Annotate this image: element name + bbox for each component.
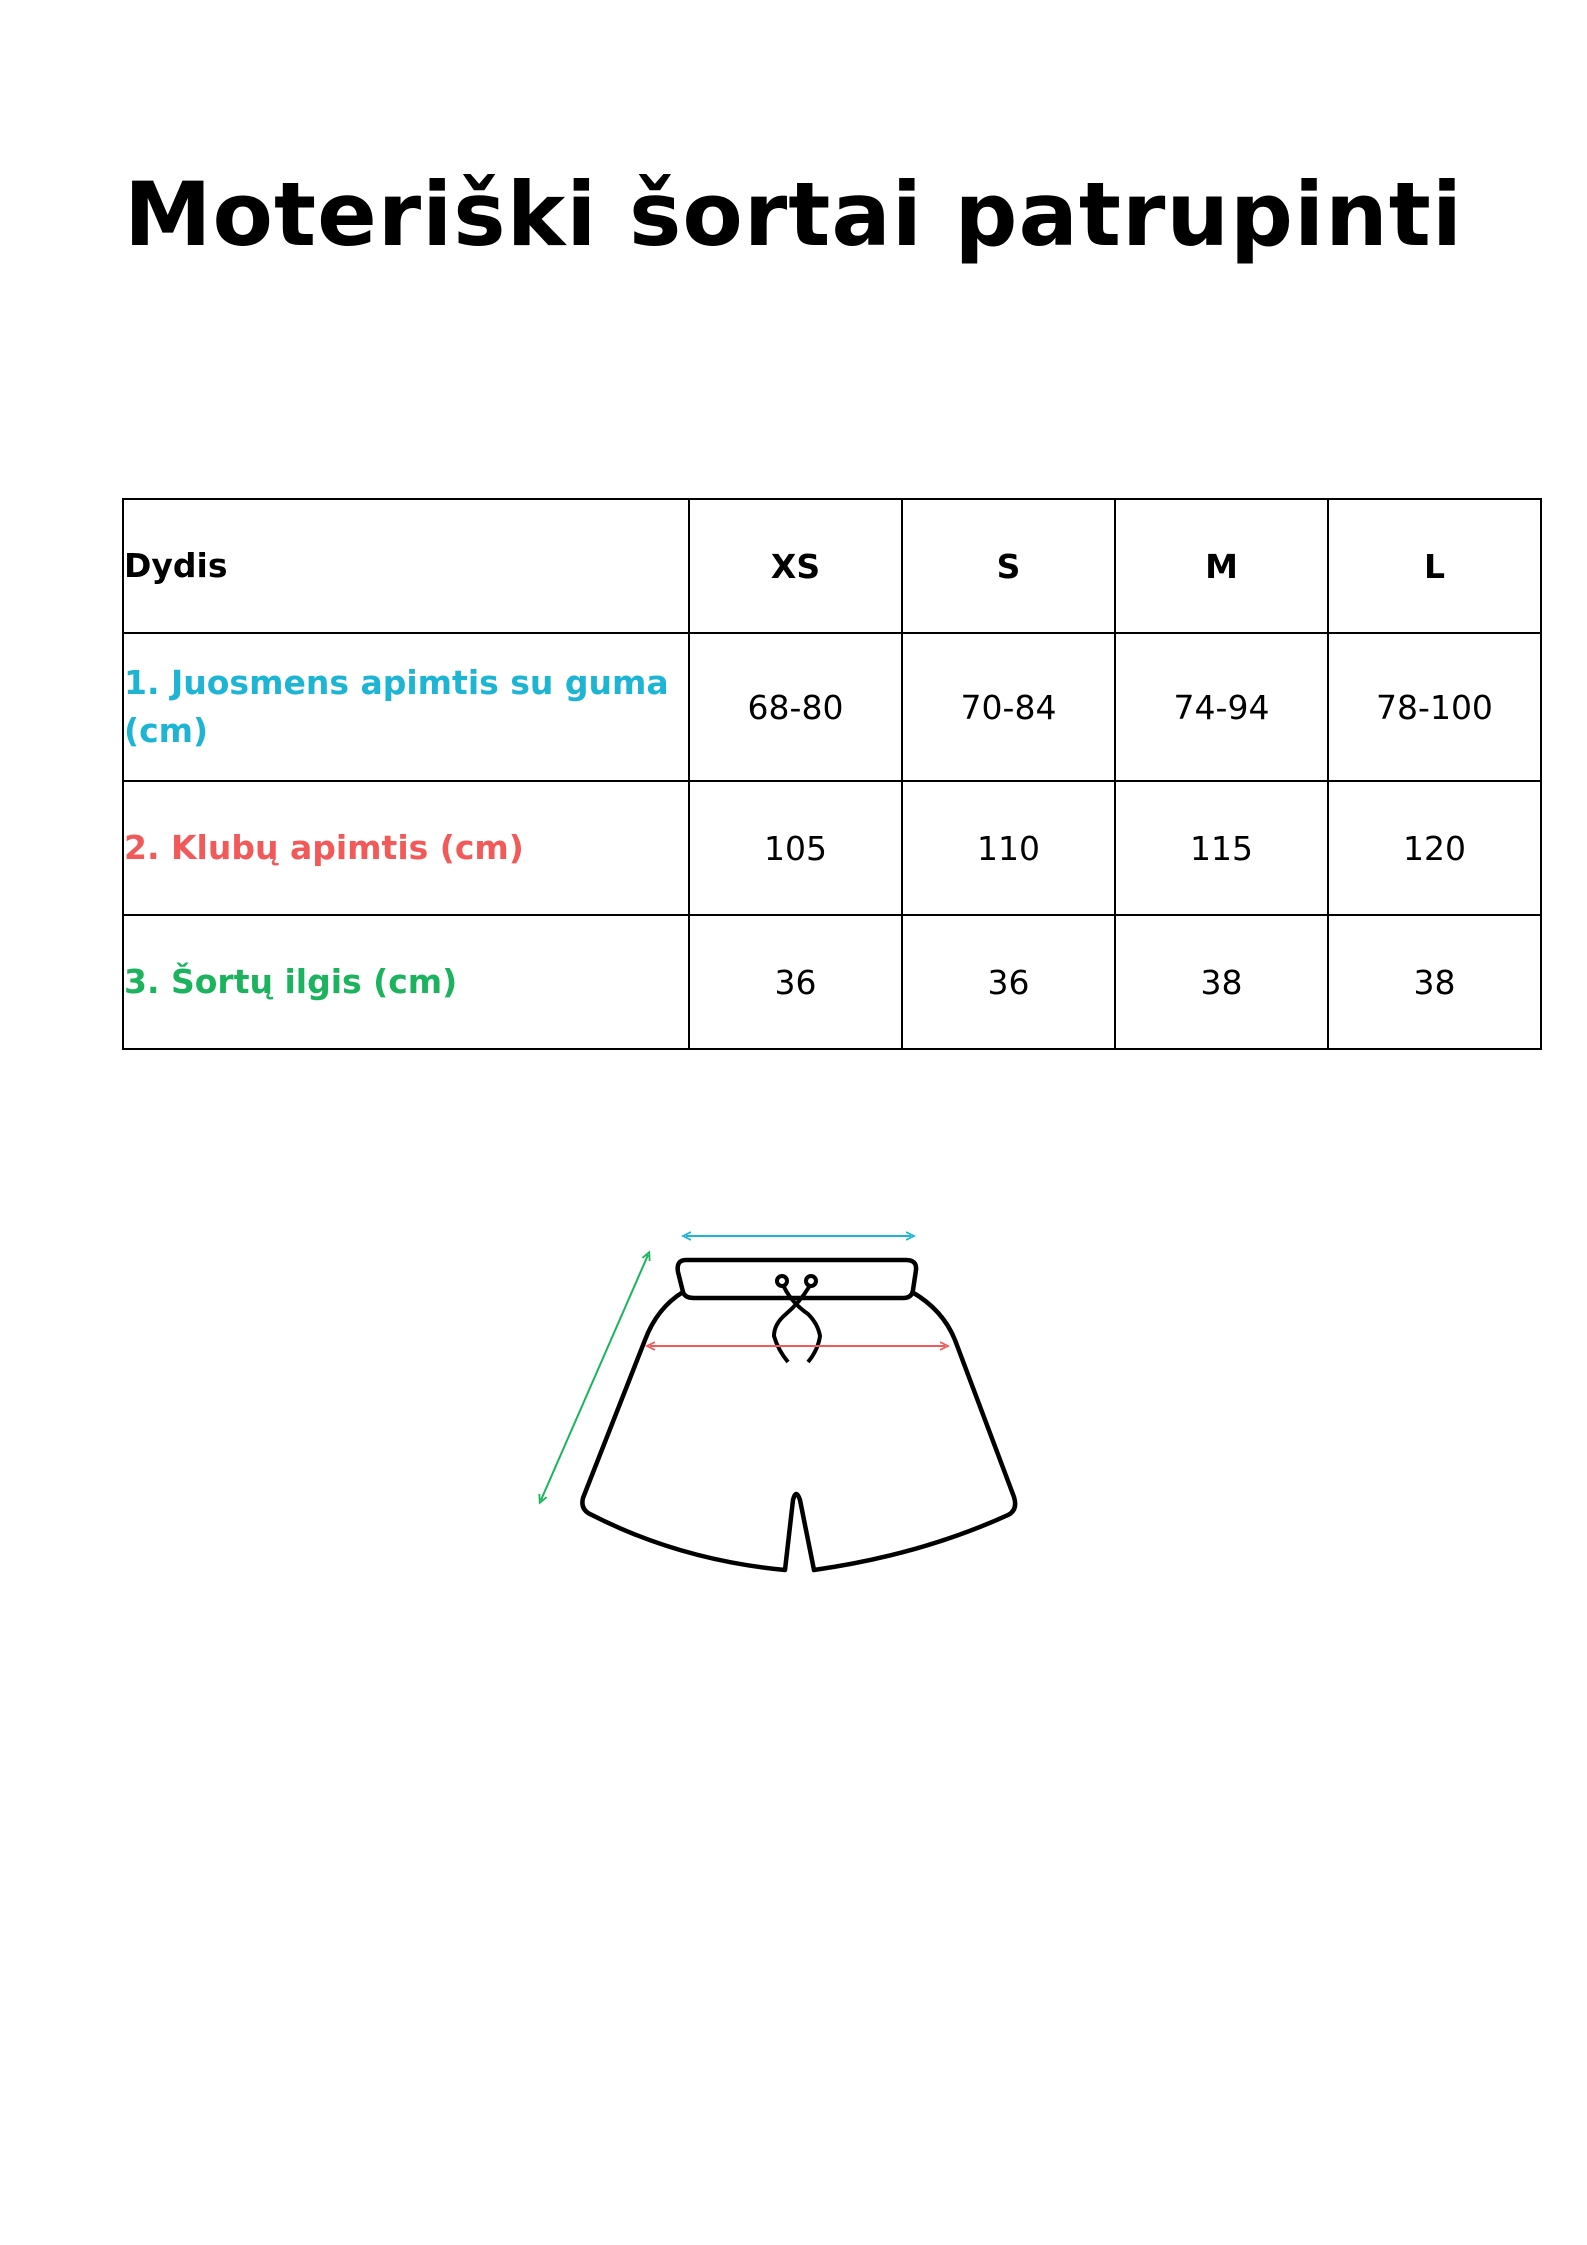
- length-value-s: 36: [902, 915, 1115, 1049]
- table-header-row: [123, 499, 1541, 633]
- hip-value-m: 115: [1115, 781, 1328, 915]
- waistband-icon: [678, 1260, 916, 1298]
- header-size-label: Dydis: [123, 499, 689, 633]
- table-row: [123, 781, 1541, 915]
- length-label: 3. Šortų ilgis (cm): [123, 915, 689, 1049]
- waist-value-m: 74-94: [1115, 633, 1328, 781]
- waist-label: 1. Juosmens apimtis su guma (cm): [123, 633, 689, 781]
- waist-value-s: 70-84: [902, 633, 1115, 781]
- header-size-l: L: [1328, 499, 1541, 633]
- hip-value-xs: 105: [689, 781, 902, 915]
- waist-value-l: 78-100: [1328, 633, 1541, 781]
- hip-value-s: 110: [902, 781, 1115, 915]
- hip-value-l: 120: [1328, 781, 1541, 915]
- shorts-outline-icon: [582, 1292, 1015, 1570]
- header-size-s: S: [902, 499, 1115, 633]
- page-title: Moteriški šortai patrupinti: [123, 163, 1464, 266]
- length-value-l: 38: [1328, 915, 1541, 1049]
- drawstring-icon: [774, 1276, 820, 1362]
- size-table: [122, 498, 1542, 1050]
- table-row: [123, 915, 1541, 1049]
- length-value-xs: 36: [689, 915, 902, 1049]
- hip-label: 2. Klubų apimtis (cm): [123, 781, 689, 915]
- table-row: [123, 633, 1541, 781]
- header-size-m: M: [1115, 499, 1328, 633]
- waist-value-xs: 68-80: [689, 633, 902, 781]
- header-size-xs: XS: [689, 499, 902, 633]
- length-value-m: 38: [1115, 915, 1328, 1049]
- shorts-measurement-icon: [530, 1215, 1030, 1595]
